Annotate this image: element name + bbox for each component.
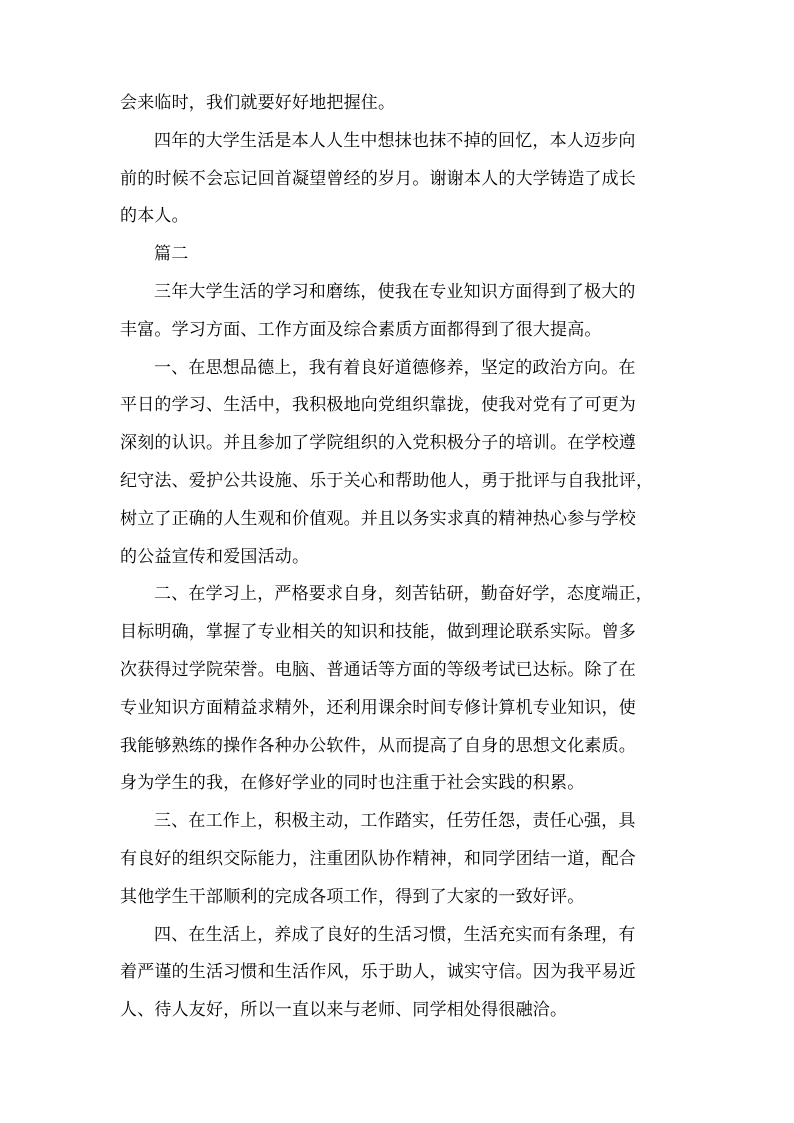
text-line: 的公益宣传和爱国活动。: [120, 546, 310, 567]
text-line: 四、在生活上，养成了良好的生活习惯，生活充实而有条理，有: [154, 924, 636, 945]
text-line: 会来临时，我们就要好好地把握住。: [120, 93, 396, 113]
text-line: 目标明确，掌握了专业相关的知识和技能，做到理论联系实际。曾多: [120, 622, 636, 643]
document-body: [120, 85, 680, 1030]
text-line: 我能够熟练的操作各种办公软件，从而提高了自身的思想文化素质。: [120, 735, 636, 756]
text-line: 人、待人友好，所以一直以来与老师、同学相处得很融洽。: [120, 1000, 568, 1021]
text-line: 三年大学生活的学习和磨练，使我在专业知识方面得到了极大的: [154, 281, 636, 302]
text-line: 三、在工作上，积极主动，工作踏实，任劳任怨，责任心强，具: [154, 811, 636, 832]
text-line: 身为学生的我，在修好学业的同时也注重于社会实践的积累。: [120, 773, 585, 794]
text-line: 其他学生干部顺利的完成各项工作，得到了大家的一致好评。: [120, 886, 585, 907]
text-line: 次获得过学院荣誉。电脑、普通话等方面的等级考试已达标。除了在: [120, 659, 636, 680]
text-line: 专业知识方面精益求精外，还利用课余时间专修计算机专业知识，使: [120, 697, 636, 718]
text-line: 着严谨的生活习惯和生活作风，乐于助人，诚实守信。因为我平易近: [120, 962, 636, 983]
text-line: 一、在思想品德上，我有着良好道德修养，坚定的政治方向。在: [154, 357, 636, 378]
text-line: 二、在学习上，严格要求自身，刻苦钻研，勤奋好学，态度端正，: [154, 584, 653, 605]
section-heading: 篇二: [154, 244, 189, 265]
text-line: 有良好的组织交际能力，注重团队协作精神，和同学团结一道，配合: [120, 848, 636, 869]
text-line: 四年的大学生活是本人人生中想抹也抹不掉的回忆，本人迈步向: [154, 130, 636, 151]
text-line: 纪守法、爱护公共设施、乐于关心和帮助他人，勇于批评与自我批评，: [120, 470, 654, 491]
text-line: 深刻的认识。并且参加了学院组织的入党积极分子的培训。在学校遵: [120, 433, 636, 454]
text-line: 平日的学习、生活中，我积极地向党组织靠拢，使我对党有了可更为: [120, 395, 636, 416]
text-line: 树立了正确的人生观和价值观。并且以务实求真的精神热心参与学校: [120, 508, 636, 529]
text-line: 丰富。学习方面、工作方面及综合素质方面都得到了很大提高。: [120, 319, 602, 340]
text-line: 前的时候不会忘记回首凝望曾经的岁月。谢谢本人的大学铸造了成长: [120, 168, 636, 189]
text-line: 的本人。: [120, 206, 189, 227]
